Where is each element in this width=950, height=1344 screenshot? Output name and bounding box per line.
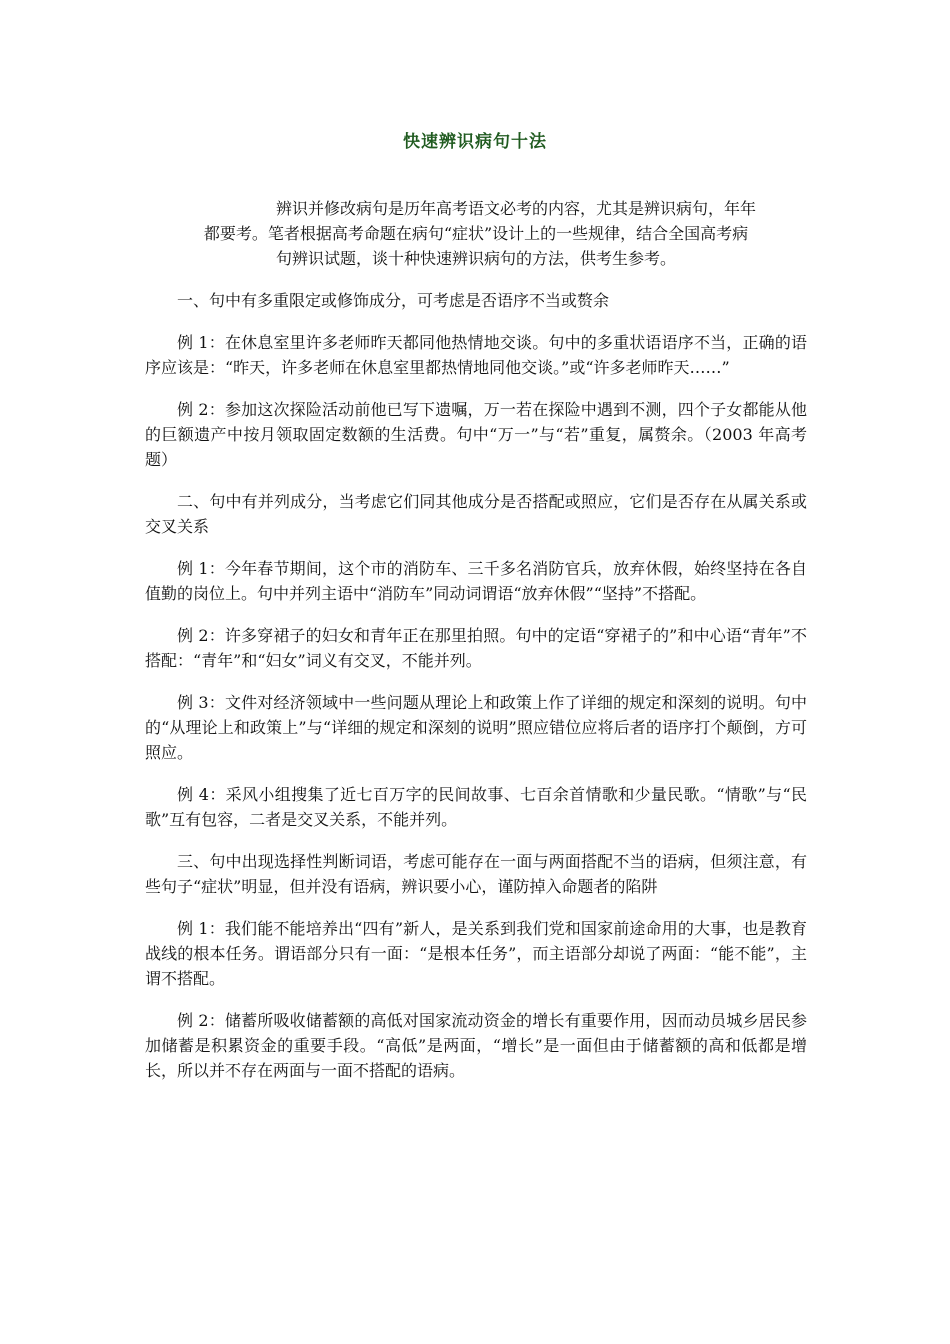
example-paragraph: 例 2：参加这次探险活动前他已写下遗嘱，万一若在探险中遇到不测，四个子女都能从他的巨额遗产中按月领取固定数额的生活费。句中“万一”与“若”重复，属赘余。（2003 年高考题） xyxy=(145,400,807,469)
example-paragraph: 例 4：采风小组搜集了近七百万字的民间故事、七百余首情歌和少量民歌。“情歌”与“民歌”互有包容，二者是交叉关系，不能并列。 xyxy=(145,785,807,829)
section-heading-3: 三、句中出现选择性判断词语，考虑可能存在一面与两面搭配不当的语病，但须注意，有些句子“症状”明显，但并没有语病，辨识要小心，谨防掉入命题者的陷阱 xyxy=(145,852,807,896)
section-heading-2: 二、句中有并列成分，当考虑它们同其他成分是否搭配或照应，它们是否存在从属关系或交叉关系 xyxy=(145,492,807,536)
example-paragraph: 例 2：许多穿裙子的妇女和青年正在那里拍照。句中的定语“穿裙子的”和中心语“青年”不搭配：“青年”和“妇女”词义有交叉，不能并列。 xyxy=(145,626,807,670)
intro-line: 句辨识试题，谈十种快速辨识病句的方法，供考生参考。 xyxy=(275,249,676,268)
example-paragraph: 例 1：我们能不能培养出“四有”新人，是关系到我们党和国家前途命用的大事，也是教育战线的根本任务。谓语部分只有一面：“是根本任务”，而主语部分却说了两面：“能不能”，主谓不搭配。 xyxy=(145,919,807,988)
example-paragraph: 例 1：今年春节期间，这个市的消防车、三千多名消防官兵，放弃休假，始终坚持在各自值勤的岗位上。句中并列主语中“消防车”同动词谓语“放弃休假”“坚持”不搭配。 xyxy=(145,559,807,603)
intro-paragraph xyxy=(145,196,807,271)
example-paragraph: 例 2：储蓄所吸收储蓄额的高低对国家流动资金的增长有重要作用，因而动员城乡居民参加储蓄是积累资金的重要手段。“高低”是两面，“增长”是一面但由于储蓄额的高和低都是增长，所以并不存在两面与一面不搭配的语病。 xyxy=(145,1011,807,1080)
section-heading-1: 一、句中有多重限定或修饰成分，可考虑是否语序不当或赘余 xyxy=(177,291,610,310)
intro-line: 辨识并修改病句是历年高考语文必考的内容，尤其是辨识病句，年年 xyxy=(275,199,756,218)
document-body xyxy=(145,196,807,1100)
example-paragraph: 例 1：在休息室里许多老师昨天都同他热情地交谈。句中的多重状语语序不当，正确的语序应该是：“昨天，许多老师在休息室里都热情地同他交谈。”或“许多老师昨天……” xyxy=(145,333,807,377)
page-title: 快速辨识病句十法 xyxy=(403,132,547,152)
intro-line: 都要考。笔者根据高考命题在病句“症状”设计上的一些规律，结合全国高考病 xyxy=(203,224,749,243)
example-paragraph: 例 3：文件对经济领域中一些问题从理论上和政策上作了详细的规定和深刻的说明。句中的“从理论上和政策上”与“详细的规定和深刻的说明”照应错位应将后者的语序打个颠倒，方可照应。 xyxy=(145,693,807,762)
